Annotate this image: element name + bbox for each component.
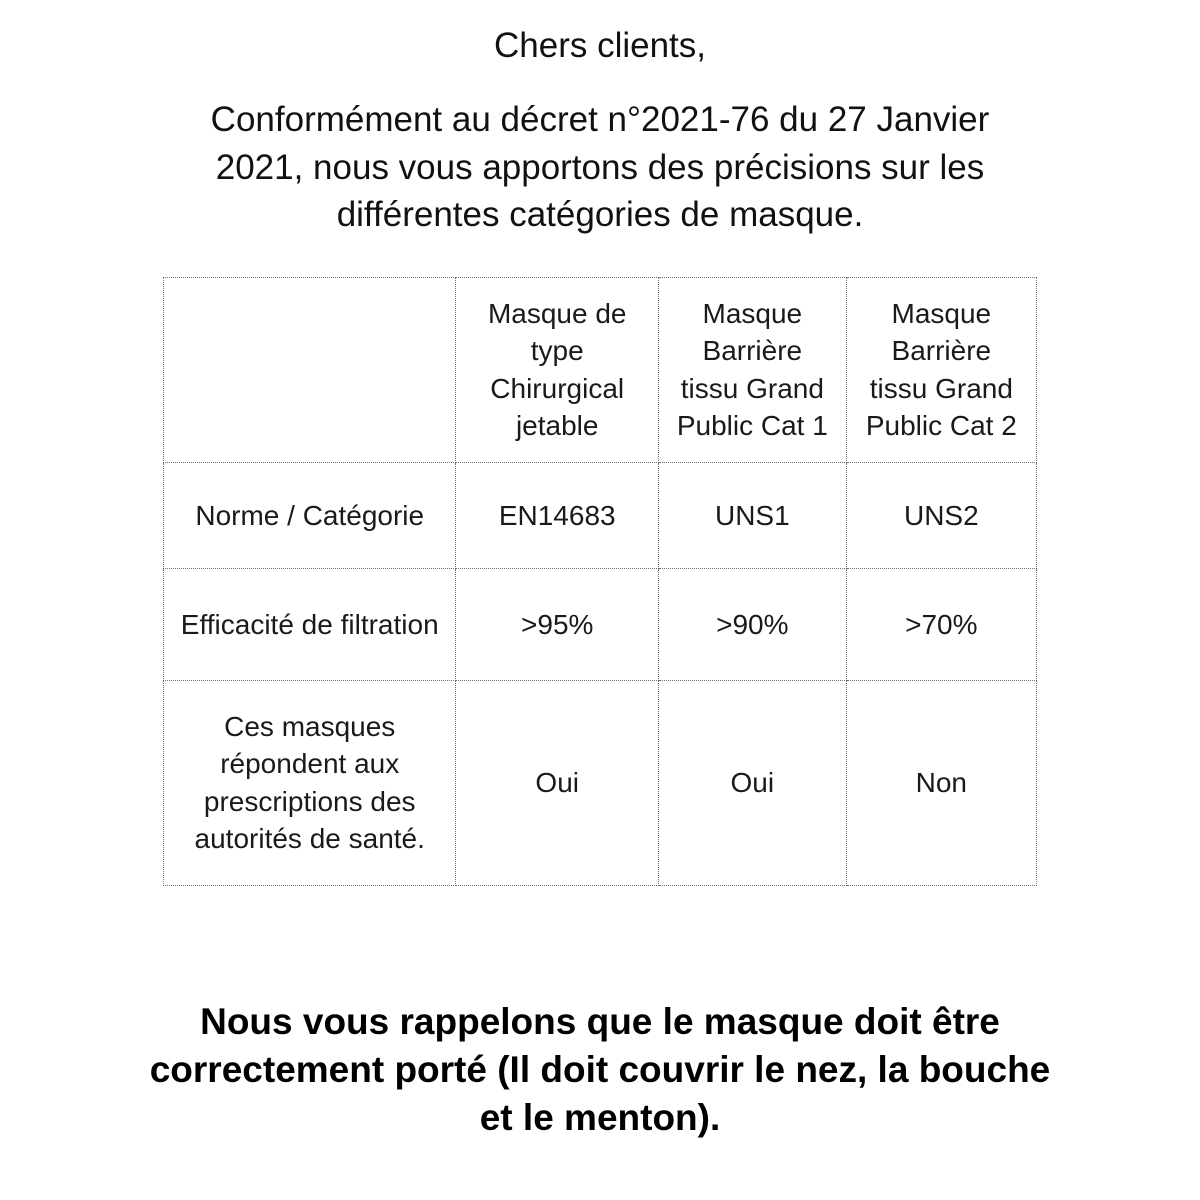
table-corner-cell xyxy=(164,277,456,462)
table-row-efficacite xyxy=(164,568,1037,680)
cell-prescriptions-cat2: Non xyxy=(846,680,1036,885)
column-header-cat1: Masque Barrière tissu Grand Public Cat 1 xyxy=(658,277,846,462)
mask-categories-table xyxy=(163,277,1037,886)
cell-prescriptions-cat1: Oui xyxy=(658,680,846,885)
footer-reminder-text: Nous vous rappelons que le masque doit être correctement porté (Il doit couvrir le nez, la bouche et le menton). xyxy=(149,1000,1051,1138)
row-label-efficacite: Efficacité de filtration xyxy=(164,568,456,680)
row-label-norme: Norme / Catégorie xyxy=(164,462,456,568)
cell-efficacite-chirurgical: >95% xyxy=(456,568,659,680)
cell-efficacite-cat1: >90% xyxy=(658,568,846,680)
table-row-prescriptions xyxy=(164,680,1037,885)
column-header-chirurgical: Masque de type Chirurgical jetable xyxy=(456,277,659,462)
cell-norme-cat2: UNS2 xyxy=(846,462,1036,568)
cell-norme-cat1: UNS1 xyxy=(658,462,846,568)
column-header-cat2: Masque Barrière tissu Grand Public Cat 2 xyxy=(846,277,1036,462)
cell-prescriptions-chirurgical: Oui xyxy=(456,680,659,885)
table-row-norme xyxy=(164,462,1037,568)
cell-efficacite-cat2: >70% xyxy=(846,568,1036,680)
table-header-row xyxy=(164,277,1037,462)
greeting-heading: Chers clients, xyxy=(493,26,707,65)
row-label-prescriptions: Ces masques répondent aux prescriptions des autorités de santé. xyxy=(164,680,456,885)
intro-paragraph: Conformément au décret n°2021-76 du 27 Janvier 2021, nous vous apportons des précisions sur les différentes catégories de masque. xyxy=(210,100,990,235)
cell-norme-chirurgical: EN14683 xyxy=(456,462,659,568)
